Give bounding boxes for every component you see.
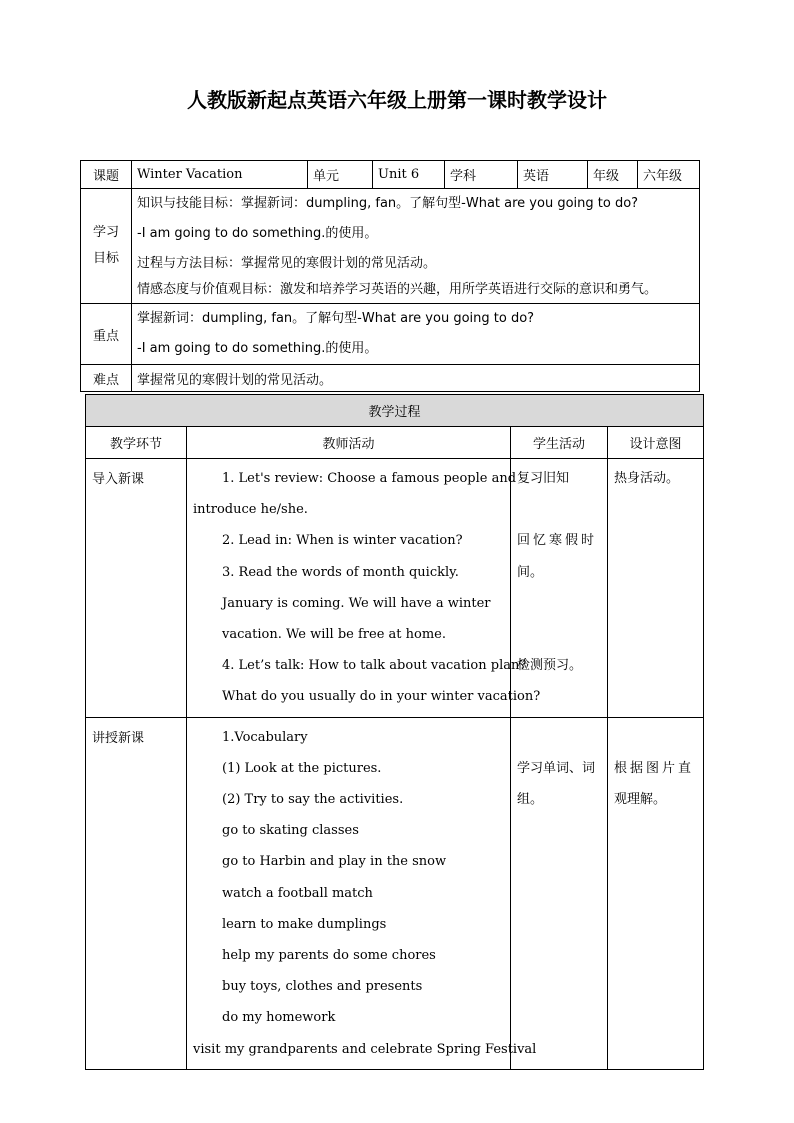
teacher-line: watch a football match [222, 885, 373, 901]
goal-line: 知识与技能目标：掌握新词：dumpling, fan。了解句型-What are you going to do? [137, 196, 639, 211]
goals-label [81, 189, 132, 304]
process-section-title: 教学过程 [86, 395, 704, 427]
teacher-line: do my homework [222, 1010, 336, 1026]
student-line: 检测预习。 [517, 658, 583, 674]
goals-label-line: 学习 [92, 225, 119, 240]
grade-value: 六年级 [638, 161, 700, 189]
teacher-line: go to skating classes [222, 823, 359, 839]
goal-line: -I am going to do something.的使用。 [137, 226, 378, 241]
intent-line [614, 722, 697, 753]
teacher-line: (1) Look at the pictures. [222, 760, 382, 776]
teacher-line: 4. Let’s talk: How to talk about vacation plan? [222, 658, 527, 674]
teacher-line: visit my grandparents and celebrate Spring Festival [193, 1041, 537, 1057]
teacher-line: 1. Let's review: Choose a famous people and [222, 471, 517, 486]
unit-value: Unit 6 [373, 161, 445, 189]
teacher-line: 3. Read the words of month quickly. [222, 564, 459, 580]
teacher-line: learn to make dumplings [222, 916, 387, 932]
column-header-teacher: 教师活动 [187, 427, 511, 459]
teacher-line: vacation. We will be free at home. [222, 627, 446, 643]
teacher-line: 2. Lead in: When is winter vacation? [222, 533, 463, 549]
column-header-student: 学生活动 [511, 427, 608, 459]
student-line: 组。 [517, 792, 544, 808]
teacher-line: buy toys, clothes and presents [222, 979, 423, 995]
teacher-activity-cell [187, 459, 541, 718]
student-line: 学习单词、词 [517, 760, 596, 776]
key-points-cell [132, 304, 700, 365]
teacher-line: help my parents do some chores [222, 948, 436, 964]
column-header-intent: 设计意图 [608, 427, 704, 459]
column-header-stage: 教学环节 [86, 427, 187, 459]
goals-row [81, 189, 700, 304]
goals-cell [132, 189, 700, 304]
lesson-info-table [80, 160, 700, 392]
student-line: 回忆寒假时 [517, 533, 598, 549]
intent-line: 观理解。 [614, 792, 667, 808]
info-header-row [81, 161, 700, 189]
student-line [517, 588, 601, 619]
teacher-line: January is coming. We will have a winter [222, 595, 491, 611]
difficult-points-cell: 掌握常见的寒假计划的常见活动。 [132, 365, 700, 392]
student-line: 复习旧知 [517, 471, 570, 486]
course-value: Winter Vacation [132, 161, 308, 189]
teacher-line: What do you usually do in your winter vacation? [222, 689, 541, 705]
intent-line: 根据图片直 [614, 760, 695, 776]
process-row-new-lesson [86, 717, 704, 1069]
key-point-line: 掌握新词：dumpling, fan。了解句型-What are you going to do? [137, 311, 535, 326]
student-line: 间。 [517, 564, 544, 580]
subject-label: 学科 [445, 161, 518, 189]
difficult-points-row [81, 365, 700, 392]
grade-label: 年级 [588, 161, 638, 189]
goals-label-line: 目标 [92, 251, 119, 266]
student-line [517, 619, 601, 650]
teaching-process-table [85, 394, 704, 1070]
teacher-line: go to Harbin and play in the snow [222, 854, 447, 870]
key-point-line: -I am going to do something.的使用。 [137, 341, 378, 356]
student-activity-cell [511, 459, 608, 718]
key-label: 重点 [81, 304, 132, 365]
teacher-line: (2) Try to say the activities. [222, 792, 404, 808]
unit-label: 单元 [308, 161, 373, 189]
goal-line: 情感态度与价值观目标：激发和培养学习英语的兴趣，用所学英语进行交际的意识和勇气。 [137, 282, 658, 297]
student-line [517, 494, 601, 525]
student-activity-cell [511, 717, 608, 1069]
goal-line: 过程与方法目标：掌握常见的寒假计划的常见活动。 [137, 256, 437, 271]
stage-cell: 导入新课 [86, 459, 187, 718]
teacher-activity-cell [187, 717, 537, 1069]
student-line [517, 722, 601, 753]
course-label: 课题 [81, 161, 132, 189]
teacher-line: introduce he/she. [193, 502, 308, 518]
intent-cell [608, 459, 704, 718]
difficult-label: 难点 [81, 365, 132, 392]
page-title: 人教版新起点英语六年级上册第一课时教学设计 [187, 88, 607, 112]
key-points-row [81, 304, 700, 365]
process-column-header-row [86, 427, 704, 459]
stage-cell: 讲授新课 [86, 717, 187, 1069]
process-section-row [86, 395, 704, 427]
subject-value: 英语 [518, 161, 588, 189]
intent-line: 热身活动。 [614, 471, 680, 486]
process-row-intro [86, 459, 704, 718]
intent-cell [608, 717, 704, 1069]
teacher-line: 1.Vocabulary [222, 729, 308, 745]
